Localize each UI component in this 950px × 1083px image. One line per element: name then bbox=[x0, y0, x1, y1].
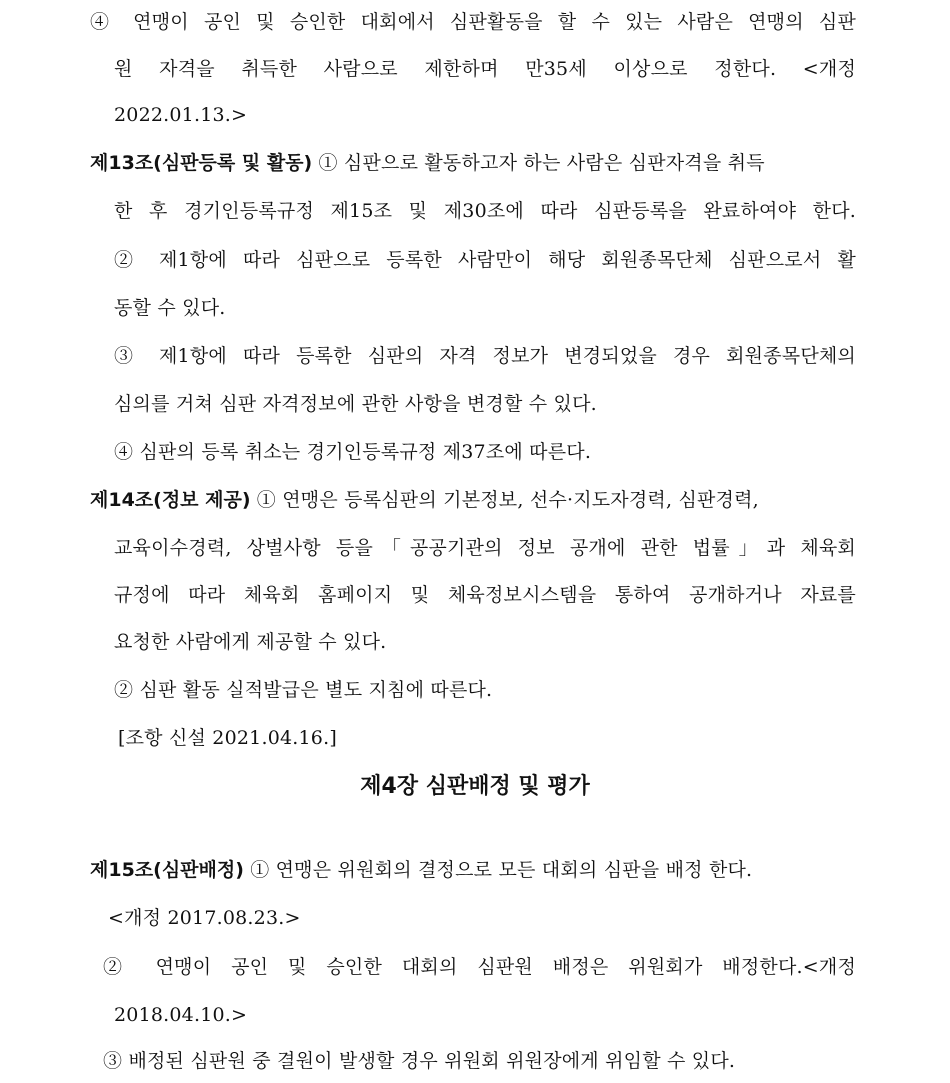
article-15-title: 제15조(심판배정) bbox=[90, 859, 244, 881]
text-line: [조항 신설 2021.04.16.] bbox=[118, 727, 337, 749]
text-line: ① 연맹은 등록심판의 기본정보, 선수·지도자경력, 심판경력, bbox=[256, 489, 759, 511]
article-14-line bbox=[90, 488, 856, 512]
text-line: ③ 배정된 심판원 중 결원이 발생할 경우 위원회 위원장에게 위임할 수 있다. bbox=[103, 1050, 736, 1072]
text-line: 2018.04.10.> bbox=[114, 1004, 248, 1026]
text-line: ③ 제1항에 따라 등록한 심판의 자격 정보가 변경되었을 경우 회원종목단체의 bbox=[114, 345, 856, 367]
text-line: 요청한 사람에게 제공할 수 있다. bbox=[114, 631, 387, 653]
article-15-line bbox=[90, 858, 856, 882]
text-line: ② 제1항에 따라 심판으로 등록한 사람만이 해당 회원종목단체 심판으로서 활 bbox=[114, 249, 856, 271]
text-line: ② 연맹이 공인 및 승인한 대회의 심판원 배정은 위원회가 배정한다.<개정 bbox=[103, 956, 856, 978]
article-13-title: 제13조(심판등록 및 활동) bbox=[90, 152, 313, 174]
text-line: ① 심판으로 활동하고자 하는 사람은 심판자격을 취득 bbox=[318, 152, 765, 174]
text-line: ④ 심판의 등록 취소는 경기인등록규정 제37조에 따른다. bbox=[114, 441, 592, 463]
article-13-line bbox=[90, 151, 856, 175]
text-line: 원 자격을 취득한 사람으로 제한하며 만35세 이상으로 정한다. <개정 bbox=[114, 58, 856, 80]
text-line: ② 심판 활동 실적발급은 별도 지침에 따른다. bbox=[114, 679, 493, 701]
text-line: 교육이수경력, 상벌사항 등을「공공기관의 정보 공개에 관한 법률」과 체육회 bbox=[114, 537, 856, 559]
article-14-title: 제14조(정보 제공) bbox=[90, 489, 251, 511]
chapter-heading: 제4장 심판배정 및 평가 bbox=[360, 774, 590, 799]
text-line: 규정에 따라 체육회 홈페이지 및 체육정보시스템을 통하여 공개하거나 자료를 bbox=[114, 584, 856, 606]
text-line: 심의를 거쳐 심판 자격정보에 관한 사항을 변경할 수 있다. bbox=[114, 393, 597, 415]
text-line: ④ 연맹이 공인 및 승인한 대회에서 심판활동을 할 수 있는 사람은 연맹의 심판 bbox=[90, 11, 856, 33]
text-line: 동할 수 있다. bbox=[114, 297, 226, 319]
text-line: ① 연맹은 위원회의 결정으로 모든 대회의 심판을 배정 한다. bbox=[250, 859, 753, 881]
text-line: <개정 2017.08.23.> bbox=[108, 907, 301, 929]
text-line: 한 후 경기인등록규정 제15조 및 제30조에 따라 심판등록을 완료하여야 한다. bbox=[114, 200, 856, 222]
text-line: 2022.01.13.> bbox=[114, 104, 248, 126]
